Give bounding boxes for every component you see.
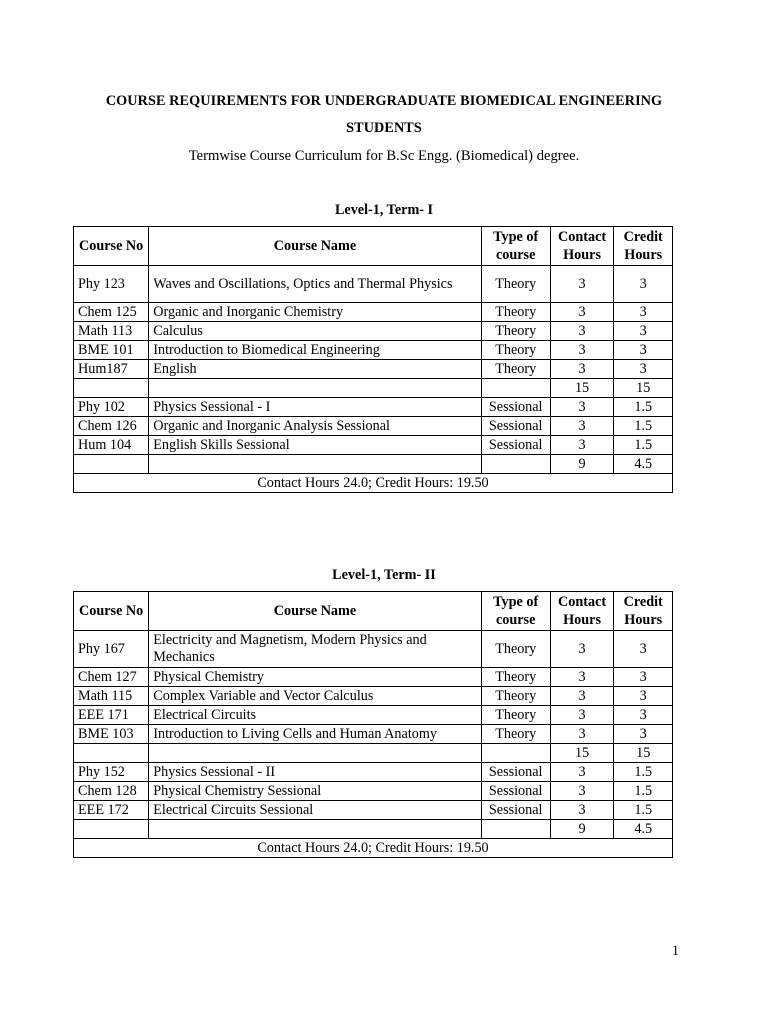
contact-hours-cell: 3 xyxy=(550,436,614,455)
credit-hours-cell: 3 xyxy=(614,266,673,303)
course-no-cell xyxy=(74,379,149,398)
table-header-row xyxy=(74,227,673,266)
course-type-cell xyxy=(481,379,550,398)
course-row xyxy=(74,687,673,706)
course-type-cell xyxy=(481,455,550,474)
table-header-row xyxy=(74,592,673,631)
course-row xyxy=(74,322,673,341)
course-row xyxy=(74,782,673,801)
course-type-cell: Sessional xyxy=(481,398,550,417)
course-type-cell: Sessional xyxy=(481,782,550,801)
header-credit-hours: Credit Hours xyxy=(614,227,673,266)
course-type-cell: Theory xyxy=(481,360,550,379)
course-name-cell: Electrical Circuits Sessional xyxy=(149,801,481,820)
course-row xyxy=(74,398,673,417)
course-name-cell xyxy=(149,455,481,474)
contact-hours-cell: 3 xyxy=(550,398,614,417)
contact-hours-cell: 3 xyxy=(550,360,614,379)
course-row xyxy=(74,725,673,744)
course-row xyxy=(74,668,673,687)
course-type-cell: Sessional xyxy=(481,436,550,455)
table-footer-row xyxy=(74,839,673,858)
term2-totals: Contact Hours 24.0; Credit Hours: 19.50 xyxy=(74,839,673,858)
contact-hours-cell: 3 xyxy=(550,687,614,706)
course-type-cell: Theory xyxy=(481,725,550,744)
course-row xyxy=(74,631,673,668)
course-type-cell: Sessional xyxy=(481,801,550,820)
course-no-cell: Phy 167 xyxy=(74,631,149,668)
document-title-line-1: COURSE REQUIREMENTS FOR UNDERGRADUATE BIOMEDICAL ENGINEERING xyxy=(105,93,663,109)
term2-heading: Level-1, Term- II xyxy=(332,567,436,583)
header-type-of-course: Type of course xyxy=(481,592,550,631)
term1-totals: Contact Hours 24.0; Credit Hours: 19.50 xyxy=(74,474,673,493)
course-name-cell xyxy=(149,379,481,398)
course-no-cell xyxy=(74,455,149,474)
course-no-cell: Hum 104 xyxy=(74,436,149,455)
course-type-cell xyxy=(481,820,550,839)
course-name-cell: Physics Sessional - II xyxy=(149,763,481,782)
course-no-cell: EEE 172 xyxy=(74,801,149,820)
header-contact-hours: Contact Hours xyxy=(550,227,614,266)
course-no-cell xyxy=(74,820,149,839)
header-type-of-course: Type of course xyxy=(481,227,550,266)
course-type-cell: Theory xyxy=(481,668,550,687)
credit-hours-cell: 3 xyxy=(614,360,673,379)
header-course-name: Course Name xyxy=(149,592,481,631)
credit-hours-cell: 3 xyxy=(614,687,673,706)
course-name-cell: English Skills Sessional xyxy=(149,436,481,455)
course-type-cell: Theory xyxy=(481,266,550,303)
contact-hours-cell: 3 xyxy=(550,725,614,744)
course-type-cell: Theory xyxy=(481,322,550,341)
term1-course-table xyxy=(73,226,673,493)
course-no-cell: BME 103 xyxy=(74,725,149,744)
subtotal-row xyxy=(74,820,673,839)
course-name-cell: Physics Sessional - I xyxy=(149,398,481,417)
subtotal-row xyxy=(74,379,673,398)
course-type-cell xyxy=(481,744,550,763)
contact-hours-cell: 3 xyxy=(550,631,614,668)
contact-hours-cell: 3 xyxy=(550,341,614,360)
course-name-cell: Waves and Oscillations, Optics and Thermal Physics xyxy=(149,266,481,303)
credit-hours-cell: 1.5 xyxy=(614,801,673,820)
term1-heading: Level-1, Term- I xyxy=(334,202,434,218)
course-name-cell: Physical Chemistry Sessional xyxy=(149,782,481,801)
course-type-cell: Theory xyxy=(481,706,550,725)
course-row xyxy=(74,360,673,379)
credit-hours-cell: 3 xyxy=(614,725,673,744)
course-type-cell: Sessional xyxy=(481,763,550,782)
credit-hours-cell: 4.5 xyxy=(614,820,673,839)
subtotal-row xyxy=(74,744,673,763)
header-course-no: Course No xyxy=(74,227,149,266)
contact-hours-cell: 3 xyxy=(550,801,614,820)
course-name-cell: Physical Chemistry xyxy=(149,668,481,687)
header-course-no: Course No xyxy=(74,592,149,631)
contact-hours-cell: 3 xyxy=(550,322,614,341)
course-no-cell: Hum187 xyxy=(74,360,149,379)
course-row xyxy=(74,303,673,322)
subtotal-row xyxy=(74,455,673,474)
course-type-cell: Theory xyxy=(481,341,550,360)
course-name-cell xyxy=(149,820,481,839)
course-row xyxy=(74,436,673,455)
contact-hours-cell: 15 xyxy=(550,379,614,398)
course-name-cell: Calculus xyxy=(149,322,481,341)
course-no-cell: Math 113 xyxy=(74,322,149,341)
course-no-cell: Chem 126 xyxy=(74,417,149,436)
table-footer-row xyxy=(74,474,673,493)
course-name-cell: Complex Variable and Vector Calculus xyxy=(149,687,481,706)
contact-hours-cell: 9 xyxy=(550,455,614,474)
contact-hours-cell: 3 xyxy=(550,782,614,801)
term2-course-table xyxy=(73,591,673,858)
page-number: 1 xyxy=(671,943,679,959)
credit-hours-cell: 3 xyxy=(614,322,673,341)
course-name-cell: Electrical Circuits xyxy=(149,706,481,725)
contact-hours-cell: 3 xyxy=(550,668,614,687)
credit-hours-cell: 15 xyxy=(614,379,673,398)
course-no-cell: Chem 127 xyxy=(74,668,149,687)
contact-hours-cell: 3 xyxy=(550,417,614,436)
contact-hours-cell: 15 xyxy=(550,744,614,763)
course-row xyxy=(74,801,673,820)
course-no-cell: Phy 123 xyxy=(74,266,149,303)
course-no-cell: Phy 152 xyxy=(74,763,149,782)
credit-hours-cell: 3 xyxy=(614,303,673,322)
course-row xyxy=(74,341,673,360)
course-type-cell: Theory xyxy=(481,687,550,706)
course-name-cell: Organic and Inorganic Chemistry xyxy=(149,303,481,322)
course-no-cell: Chem 128 xyxy=(74,782,149,801)
course-no-cell: Phy 102 xyxy=(74,398,149,417)
course-name-cell: Introduction to Biomedical Engineering xyxy=(149,341,481,360)
credit-hours-cell: 3 xyxy=(614,631,673,668)
course-no-cell: BME 101 xyxy=(74,341,149,360)
course-no-cell: Math 115 xyxy=(74,687,149,706)
contact-hours-cell: 9 xyxy=(550,820,614,839)
contact-hours-cell: 3 xyxy=(550,303,614,322)
course-row xyxy=(74,763,673,782)
course-type-cell: Theory xyxy=(481,631,550,668)
contact-hours-cell: 3 xyxy=(550,266,614,303)
credit-hours-cell: 1.5 xyxy=(614,436,673,455)
course-name-cell xyxy=(149,744,481,763)
header-credit-hours: Credit Hours xyxy=(614,592,673,631)
credit-hours-cell: 15 xyxy=(614,744,673,763)
course-name-cell: Organic and Inorganic Analysis Sessional xyxy=(149,417,481,436)
course-no-cell xyxy=(74,744,149,763)
course-type-cell: Sessional xyxy=(481,417,550,436)
credit-hours-cell: 3 xyxy=(614,341,673,360)
course-name-cell: English xyxy=(149,360,481,379)
course-row xyxy=(74,417,673,436)
course-no-cell: EEE 171 xyxy=(74,706,149,725)
credit-hours-cell: 4.5 xyxy=(614,455,673,474)
credit-hours-cell: 1.5 xyxy=(614,417,673,436)
course-name-cell: Introduction to Living Cells and Human Anatomy xyxy=(149,725,481,744)
document-title-line-2: STUDENTS xyxy=(346,120,422,136)
course-no-cell: Chem 125 xyxy=(74,303,149,322)
document-subtitle: Termwise Course Curriculum for B.Sc Engg. (Biomedical) degree. xyxy=(188,148,580,164)
credit-hours-cell: 3 xyxy=(614,668,673,687)
contact-hours-cell: 3 xyxy=(550,763,614,782)
course-row xyxy=(74,706,673,725)
credit-hours-cell: 1.5 xyxy=(614,782,673,801)
header-contact-hours: Contact Hours xyxy=(550,592,614,631)
course-name-cell: Electricity and Magnetism, Modern Physics and Mechanics xyxy=(149,631,481,668)
credit-hours-cell: 1.5 xyxy=(614,763,673,782)
course-row xyxy=(74,266,673,303)
header-course-name: Course Name xyxy=(149,227,481,266)
credit-hours-cell: 1.5 xyxy=(614,398,673,417)
contact-hours-cell: 3 xyxy=(550,706,614,725)
course-type-cell: Theory xyxy=(481,303,550,322)
credit-hours-cell: 3 xyxy=(614,706,673,725)
